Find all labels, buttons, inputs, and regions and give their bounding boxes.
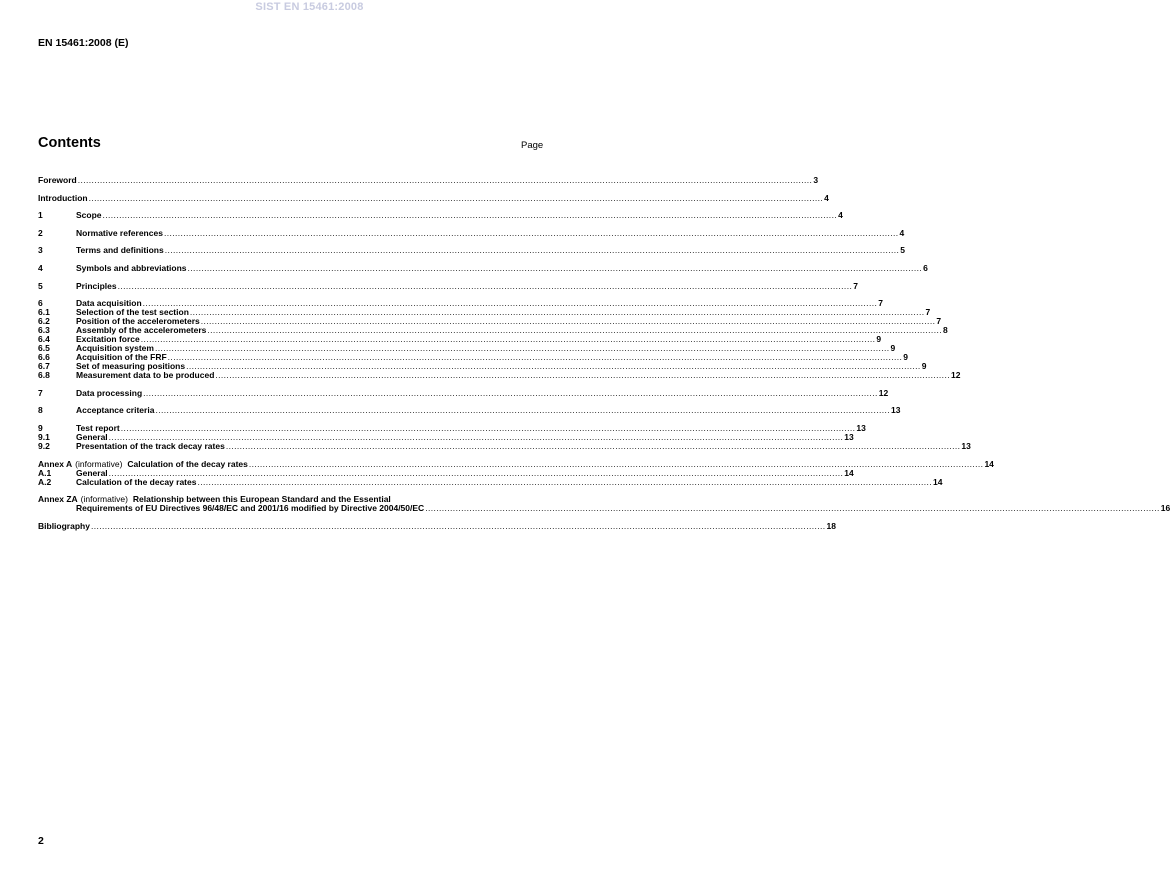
toc-title: Set of measuring positions — [76, 361, 186, 372]
toc-page: 6 — [923, 262, 928, 273]
dot-leader: .......................................................................................................................................................................................................................................................................... — [225, 440, 961, 451]
toc-entry-9-2[interactable] — [38, 440, 971, 451]
dot-leader: .......................................................................................................................................................................................................................................................................... — [207, 325, 942, 336]
dot-leader: .......................................................................................................................................................................................................................................................................... — [77, 175, 813, 185]
toc-page: 7 — [853, 280, 858, 291]
dot-leader: .......................................................................................................................................................................................................................................................................... — [200, 316, 936, 327]
toc-number: 9 — [38, 422, 43, 433]
toc-entry-acceptance-criteria[interactable] — [38, 405, 901, 416]
toc-entry-data-processing[interactable] — [38, 387, 889, 398]
dot-leader: .......................................................................................................................................................................................................................................................................... — [186, 361, 921, 372]
toc-page: 14 — [984, 458, 994, 469]
toc-title: Presentation of the track decay rates — [76, 440, 225, 451]
toc-title: Principles — [76, 280, 117, 291]
dot-leader: .......................................................................................................................................................................................................................................................................... — [154, 343, 890, 354]
toc-title: Symbols and abbreviations — [76, 262, 187, 273]
toc-number: A.2 — [38, 476, 52, 487]
dot-leader: .......................................................................................................................................................................................................................................................................... — [143, 387, 878, 398]
toc-entry-annex-za-line-2[interactable] — [38, 503, 1170, 514]
dot-leader: .......................................................................................................................................................................................................................................................................... — [102, 210, 838, 221]
toc-title: Excitation force — [76, 334, 140, 345]
toc-title: Test report — [76, 422, 120, 433]
toc-title: Acquisition system — [76, 343, 154, 354]
annex-label: Annex ZA — [38, 494, 78, 505]
dot-leader: .......................................................................................................................................................................................................................................................................... — [248, 458, 984, 469]
dot-leader: .......................................................................................................................................................................................................................................................................... — [140, 334, 876, 345]
toc-title: Acquisition of the FRF — [76, 352, 167, 363]
dot-leader: .......................................................................................................................................................................................................................................................................... — [120, 422, 856, 433]
toc-page: 13 — [856, 422, 866, 433]
toc-page: 18 — [826, 520, 836, 531]
toc-page: 13 — [891, 405, 901, 416]
toc-page: 7 — [936, 316, 942, 327]
toc-page: 9 — [890, 343, 896, 354]
toc-entry-foreword[interactable] — [38, 175, 819, 185]
toc-entry-principles[interactable] — [38, 280, 858, 291]
toc-page: 8 — [942, 325, 948, 336]
dot-leader: .......................................................................................................................................................................................................................................................................... — [117, 280, 853, 291]
annex-informative: (informative) — [75, 458, 123, 469]
watermark: SIST EN 15461:2008 — [255, 1, 364, 13]
toc-title: Assembly of the accelerometers — [76, 325, 207, 336]
toc-number: 9.2 — [38, 440, 50, 451]
document-id: EN 15461:2008 (E) — [38, 37, 129, 49]
dot-leader: .......................................................................................................................................................................................................................................................................... — [88, 192, 824, 203]
toc-title: Normative references — [76, 227, 163, 238]
toc-page: 14 — [933, 476, 943, 487]
toc-number: 3 — [38, 245, 43, 256]
toc-entry-normative-references[interactable] — [38, 227, 905, 238]
toc-title: Bibliography — [38, 520, 90, 531]
toc-page: 16 — [1160, 503, 1170, 514]
toc-number: 2 — [38, 227, 43, 238]
annex-informative: (informative) — [80, 494, 128, 505]
toc-title: Terms and definitions — [76, 245, 164, 256]
toc-page: 13 — [961, 440, 971, 451]
page-column-label: Page — [521, 140, 544, 151]
dot-leader: .......................................................................................................................................................................................................................................................................... — [197, 476, 933, 487]
toc-entry-symbols[interactable] — [38, 262, 928, 273]
toc-number: 7 — [38, 387, 43, 398]
toc-page: 9 — [903, 352, 908, 363]
toc-title: Foreword — [38, 175, 77, 185]
toc-page: 4 — [824, 192, 829, 203]
toc-title: Data processing — [76, 387, 143, 398]
toc-number: 5 — [38, 280, 43, 291]
toc-page: 7 — [925, 307, 931, 318]
toc-number: 6.8 — [38, 370, 50, 381]
toc-title: Calculation of the decay rates — [127, 458, 248, 469]
toc-page: 14 — [844, 467, 854, 478]
toc-number: 4 — [38, 262, 43, 273]
dot-leader: .......................................................................................................................................................................................................................................................................... — [425, 503, 1160, 514]
toc-entry-terms-definitions[interactable] — [38, 245, 905, 256]
toc-number: 6.5 — [38, 343, 50, 354]
dot-leader: .......................................................................................................................................................................................................................................................................... — [215, 370, 950, 381]
toc-number: 6.4 — [38, 334, 50, 345]
toc-page: 5 — [900, 245, 905, 256]
toc-title: Calculation of the decay rates — [76, 476, 197, 487]
toc-page: 12 — [878, 387, 889, 398]
toc-page: 3 — [813, 175, 819, 185]
dot-leader: .......................................................................................................................................................................................................................................................................... — [155, 405, 891, 416]
toc-entry-6-8[interactable] — [38, 370, 961, 381]
dot-leader: .......................................................................................................................................................................................................................................................................... — [90, 520, 826, 531]
toc-number: 1 — [38, 210, 43, 221]
toc-number: 6.1 — [38, 307, 50, 318]
dot-leader: .......................................................................................................................................................................................................................................................................... — [108, 467, 844, 478]
dot-leader: .......................................................................................................................................................................................................................................................................... — [163, 227, 899, 238]
toc-number: A.1 — [38, 467, 52, 478]
dot-leader: .......................................................................................................................................................................................................................................................................... — [167, 352, 903, 363]
dot-leader: .......................................................................................................................................................................................................................................................................... — [142, 298, 878, 309]
toc-page: 4 — [899, 227, 905, 238]
contents-title: Contents — [38, 135, 101, 151]
toc-number: 6 — [38, 298, 43, 309]
dot-leader: .......................................................................................................................................................................................................................................................................... — [108, 431, 844, 442]
toc-title: General — [76, 467, 108, 478]
dot-leader: .......................................................................................................................................................................................................................................................................... — [164, 245, 900, 256]
toc-page: 12 — [950, 370, 961, 381]
toc-title-line-2: Requirements of EU Directives 96/48/EC and 2001/16 modified by Directive 2004/50/EC — [76, 503, 425, 514]
toc-title: Selection of the test section — [76, 307, 189, 318]
toc-page: 9 — [921, 361, 927, 372]
toc-number: 6.6 — [38, 352, 50, 363]
toc-number: 6.2 — [38, 316, 50, 327]
toc-title: Scope — [76, 210, 102, 221]
annex-label: Annex A — [38, 458, 73, 469]
toc-entry-introduction[interactable] — [38, 192, 829, 203]
toc-number: 6.3 — [38, 325, 50, 336]
table-of-contents — [38, 175, 1170, 531]
toc-entry-scope[interactable] — [38, 210, 843, 221]
toc-entry-a-2[interactable] — [38, 476, 943, 487]
toc-title: Acceptance criteria — [76, 405, 155, 416]
toc-title: Data acquisition — [76, 298, 142, 309]
dot-leader: .......................................................................................................................................................................................................................................................................... — [187, 262, 923, 273]
page-number: 2 — [38, 835, 44, 847]
dot-leader: .......................................................................................................................................................................................................................................................................... — [189, 307, 925, 318]
toc-number: 8 — [38, 405, 43, 416]
toc-title-line-1: Relationship between this European Standard and the Essential — [132, 494, 391, 505]
toc-title: Measurement data to be produced — [76, 370, 215, 381]
toc-number: 9.1 — [38, 431, 50, 442]
toc-page: 13 — [844, 431, 854, 442]
toc-title: General — [76, 431, 108, 442]
toc-entry-bibliography[interactable] — [38, 520, 836, 531]
toc-page: 4 — [838, 210, 843, 221]
toc-title: Introduction — [38, 192, 88, 203]
toc-number: 6.7 — [38, 361, 50, 372]
toc-page: 7 — [878, 298, 883, 309]
toc-title: Position of the accelerometers — [76, 316, 200, 327]
toc-page: 9 — [876, 334, 882, 345]
